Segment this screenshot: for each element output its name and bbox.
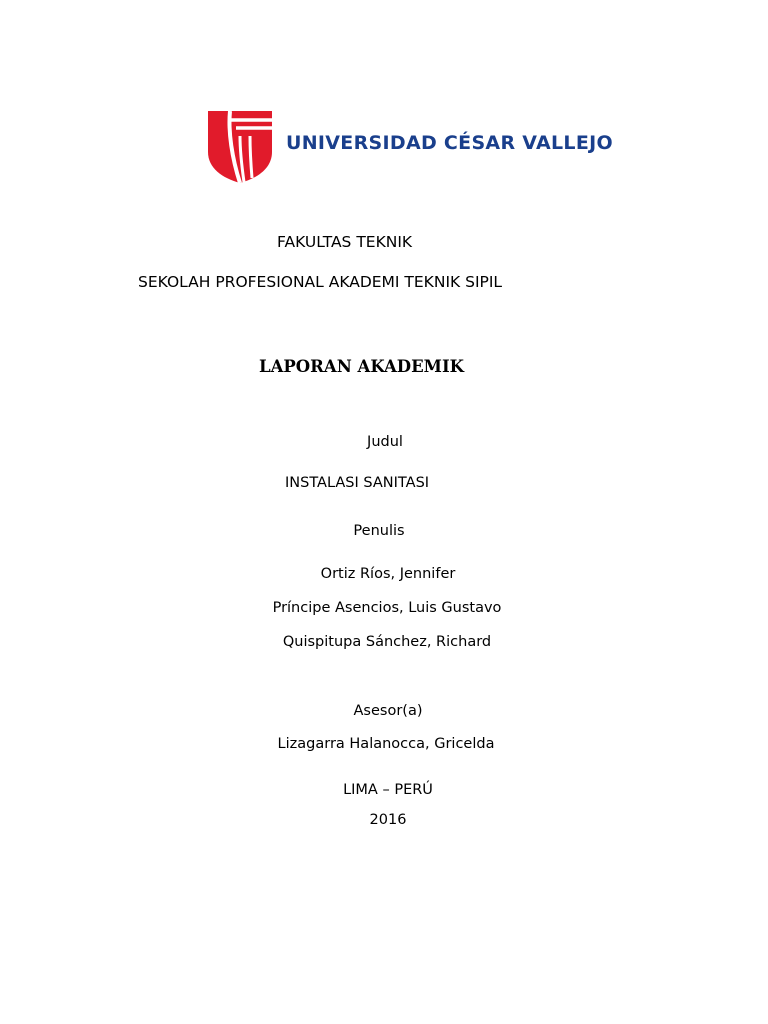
author-name: Ortiz Ríos, Jennifer (320, 566, 456, 582)
school-name: SEKOLAH PROFESIONAL AKADEMI TEKNIK SIPIL (138, 273, 503, 291)
title-label: Judul (367, 434, 403, 450)
faculty-name: FAKULTAS TEKNIK (277, 233, 413, 251)
author-name: Príncipe Asencios, Luis Gustavo (272, 600, 502, 616)
advisor-label: Asesor(a) (353, 703, 423, 719)
author-name: Quispitupa Sánchez, Richard (282, 634, 492, 650)
shield-emblem-icon (206, 108, 274, 184)
location: LIMA – PERÚ (343, 782, 433, 798)
logo-wordmark: UNIVERSIDAD CÉSAR VALLEJO (286, 132, 613, 154)
advisor-name: Lizagarra Halanocca, Gricelda (277, 736, 495, 752)
document-title: INSTALASI SANITASI (285, 475, 430, 491)
report-type: LAPORAN AKADEMIK (259, 357, 465, 376)
year: 2016 (369, 812, 407, 828)
university-logo (206, 108, 613, 186)
authors-label: Penulis (353, 523, 405, 539)
